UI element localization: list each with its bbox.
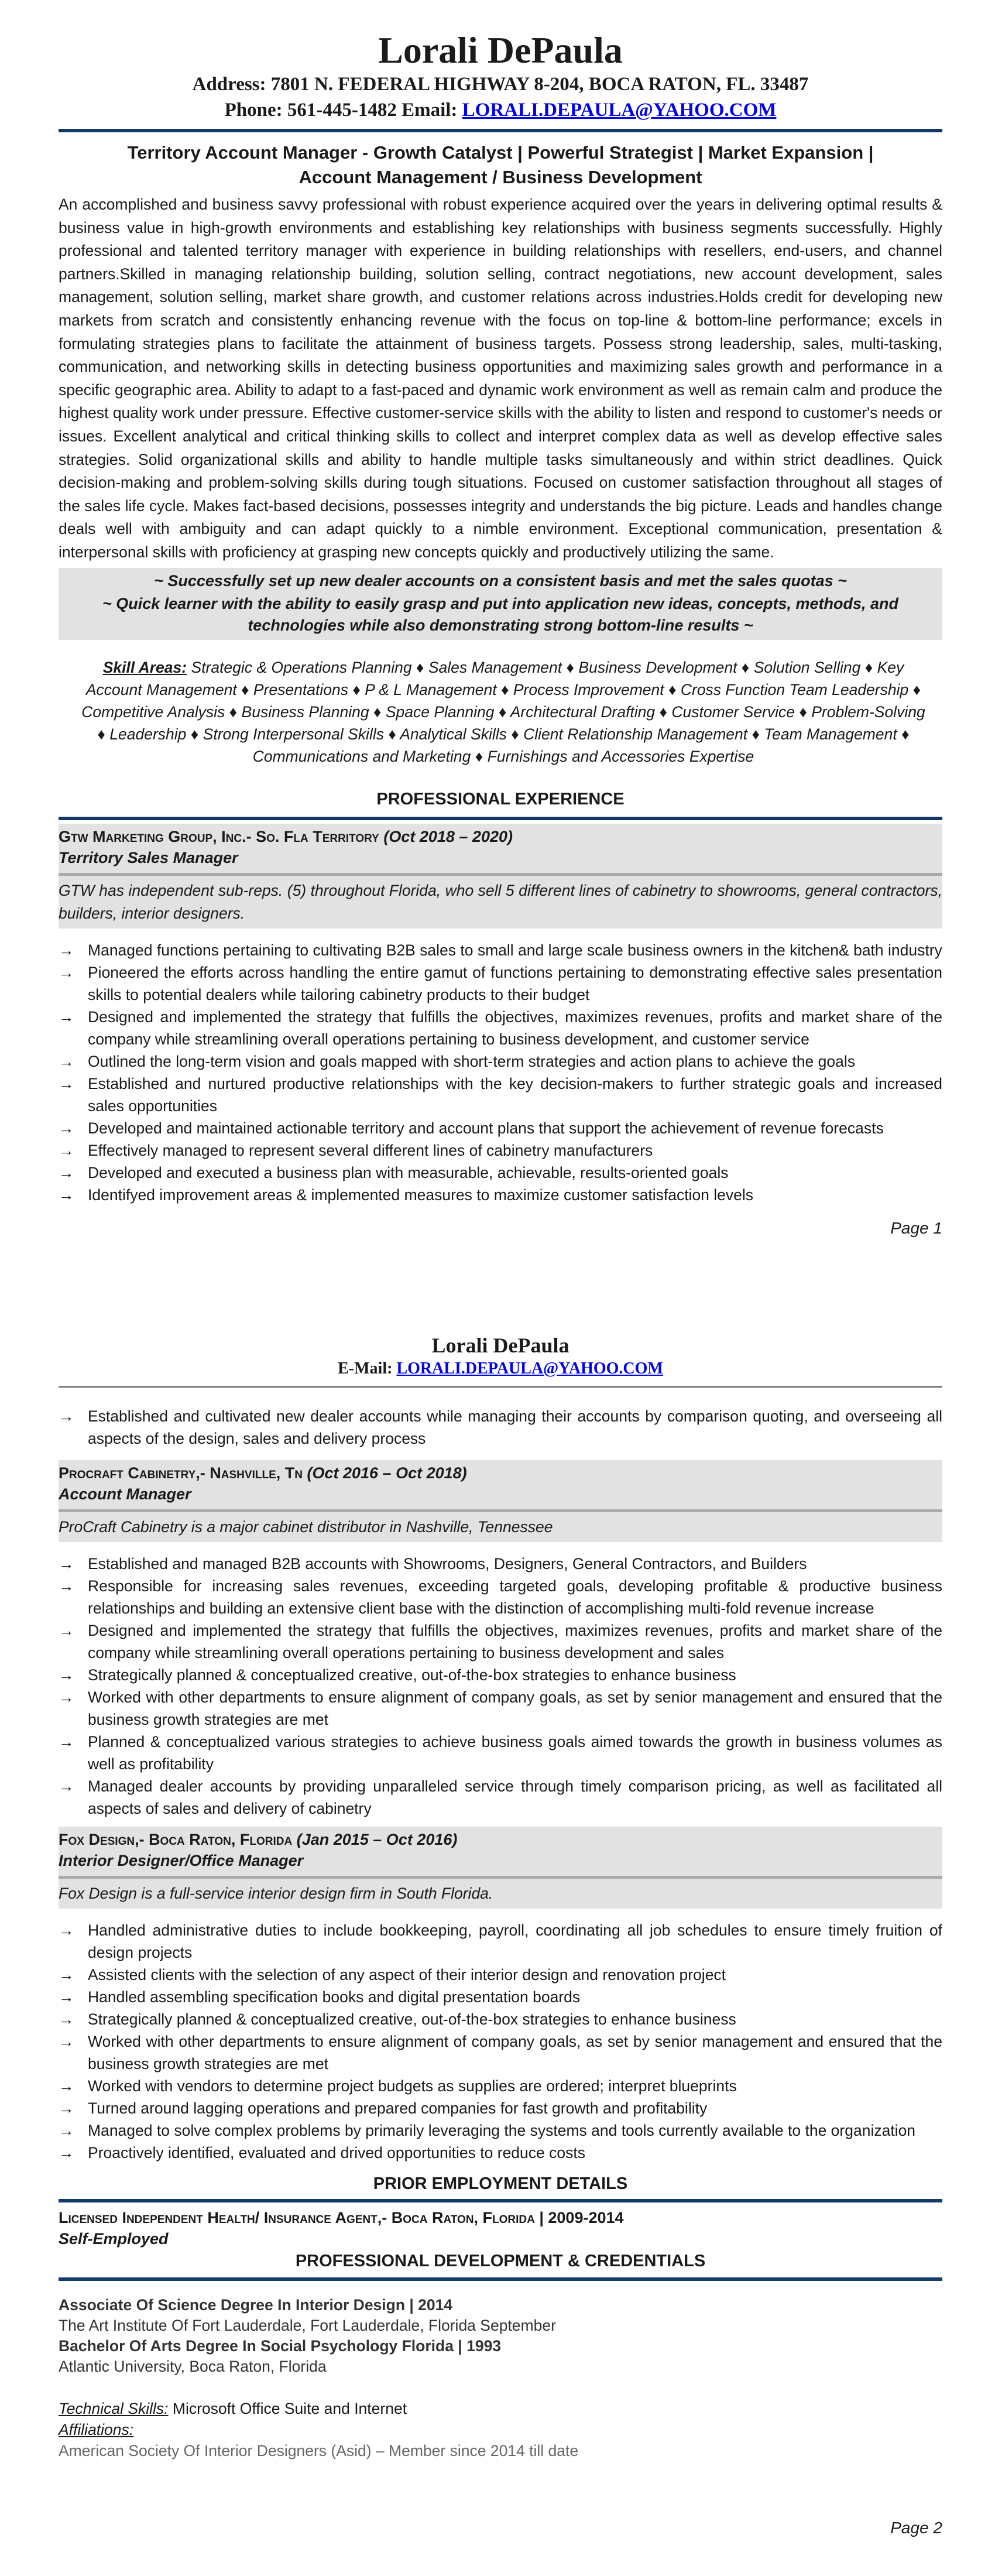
bullet-text: Managed functions pertaining to cultivating B2B sales to small and large scale business owners in the kitchen& bath industry: [88, 941, 942, 959]
skill-item: Communications and Marketing: [252, 747, 471, 765]
bullet-item: [59, 1775, 942, 1820]
bullet-text: Designed and implemented the strategy that fulfills the objectives, maximizes revenues, profits and market share of the company while streamlining overall operations pertaining to business development, and customer service: [88, 1008, 942, 1048]
bullet-text: Established and cultivated new dealer accounts while managing their accounts by comparison quoting, and overseeing all aspects of the design, sales and delivery process: [88, 1407, 942, 1447]
skill-item: Strategic & Operations Planning: [191, 658, 412, 676]
job-bullets: [59, 939, 942, 1206]
section-title-credentials: PROFESSIONAL DEVELOPMENT & CREDENTIALS: [295, 2252, 706, 2270]
bullet-text: Managed to solve complex problems by primarily leveraging the systems and tools currently available to the organization: [88, 2122, 916, 2139]
email-link[interactable]: LORALI.DEPAULA@YAHOO.COM: [462, 100, 777, 121]
bullet-text: Worked with other departments to ensure alignment of company goals, as set by senior management and ensured that the business growth strategies are met: [88, 1688, 942, 1728]
company-description: GTW has independent sub-reps. (5) throughout Florida, who sell 5 different lines of cabinetry to showrooms, general contractors, builders, interior designers.: [59, 881, 942, 922]
section-divider: [59, 2199, 942, 2202]
arrow-right-icon: →: [59, 1052, 74, 1070]
bullet-item: [59, 1575, 942, 1619]
skill-item: Analytical Skills: [400, 725, 507, 743]
arrow-right-icon: →: [59, 1074, 74, 1092]
bullet-item: [59, 2119, 942, 2142]
technical-skills: [59, 2398, 942, 2461]
job-header-gtw: [59, 824, 942, 929]
bullet-item: [59, 1006, 942, 1050]
headline-line-2: Account Management / Business Development: [298, 167, 702, 187]
candidate-name: Lorali DePaula: [431, 1334, 569, 1357]
bullet-item: [59, 1553, 942, 1575]
diamond-icon: ♦: [897, 725, 910, 743]
job-header-procraft: [59, 1460, 942, 1542]
company-name: Procraft Cabinetry,- Nashville, Tn: [59, 1464, 303, 1482]
page-number: Page 1: [890, 1219, 942, 1237]
arrow-right-icon: →: [59, 2010, 74, 2028]
bullet-text: Managed dealer accounts by providing unparalleled service through timely comparison pricing, as well as facilitated all aspects of sales and delivery of cabinetry: [88, 1777, 942, 1817]
bullet-item: [59, 2008, 942, 2030]
affiliation: American Society Of Interior Designers (Asid) – Member since 2014 till date: [59, 2442, 579, 2459]
bullet-text: Assisted clients with the selection of any aspect of their interior design and renovation project: [88, 1966, 726, 1984]
skill-item: Solution Selling: [753, 658, 861, 676]
bullet-text: Established and nurtured productive relationships with the key decision-makers to further strategic goals and increased sales opportunities: [88, 1074, 942, 1115]
section-title-prior: PRIOR EMPLOYMENT DETAILS: [373, 2174, 628, 2193]
bullet-text: Pioneered the efforts across handling the entire gamut of functions pertaining to demonstrating effective sales presentation skills to potential dealers while tailoring cabinetry products to their budget: [88, 963, 942, 1003]
skill-item: Client Relationship Management: [523, 725, 748, 743]
arrow-right-icon: →: [59, 1921, 74, 1939]
skill-item: Business Development: [578, 658, 737, 676]
job-role: Interior Designer/Office Manager: [59, 1852, 304, 1869]
job-bullets: [59, 1553, 942, 1820]
skill-areas-label: Skill Areas:: [102, 658, 187, 676]
diamond-icon: ♦: [908, 680, 921, 698]
skill-item: Sales Management: [428, 658, 562, 676]
skill-item: Key Account Management: [85, 658, 904, 698]
skill-item: Strong Interpersonal Skills: [203, 725, 384, 743]
affiliations-label: Affiliations:: [59, 2421, 134, 2438]
bullet-item: [59, 1731, 942, 1775]
arrow-right-icon: →: [59, 1622, 74, 1639]
bullet-item: [59, 1664, 942, 1686]
arrow-right-icon: →: [59, 1141, 74, 1159]
prior-employment: [59, 2207, 942, 2249]
diamond-icon: ♦: [664, 680, 681, 698]
bullet-text: Strategically planned & conceptualized creative, out-of-the-box strategies to enhance business: [88, 2010, 736, 2028]
bullet-text: Developed and executed a business plan with measurable, achievable, results-oriented goals: [88, 1163, 729, 1181]
arrow-right-icon: →: [59, 1966, 74, 1984]
job-role: Territory Sales Manager: [59, 848, 238, 866]
arrow-right-icon: →: [59, 1008, 74, 1026]
arrow-right-icon: →: [59, 2077, 74, 2095]
diamond-icon: ♦: [471, 747, 488, 765]
degree: Associate Of Science Degree In Interior Design | 2014: [59, 2296, 453, 2314]
technical-skills-label: Technical Skills:: [59, 2400, 169, 2417]
diamond-icon: ♦: [411, 658, 428, 676]
school: Atlantic University, Boca Raton, Florida: [59, 2358, 327, 2375]
job-header-fox: [59, 1827, 942, 1909]
bullet-text: Handled administrative duties to include bookkeeping, payroll, coordinating all job schedules to ensure timely fruition of design projects: [88, 1921, 942, 1961]
headline: [59, 141, 942, 190]
skill-item: Team Management: [764, 725, 897, 743]
divider: [59, 1509, 942, 1512]
job-bullets: [59, 1405, 942, 1450]
arrow-right-icon: →: [59, 1666, 74, 1684]
bullet-item: [59, 2075, 942, 2097]
arrow-right-icon: →: [59, 1688, 74, 1706]
skill-item: Furnishings and Accessories Expertise: [487, 747, 754, 765]
phone: Phone: 561-445-1482 Email:: [224, 100, 462, 121]
arrow-right-icon: →: [59, 1407, 74, 1425]
job-dates: (Jan 2015 – Oct 2016): [296, 1831, 458, 1848]
bullet-item: [59, 1986, 942, 2008]
section-title-experience: PROFESSIONAL EXPERIENCE: [376, 789, 625, 809]
bullet-text: Planned & conceptualized various strategies to achieve business goals aimed towards the growth in business volumes as well as profitability: [88, 1733, 942, 1773]
bullet-text: Strategically planned & conceptualized creative, out-of-the-box strategies to enhance business: [88, 1666, 736, 1684]
skill-areas: [76, 656, 931, 768]
diamond-icon: ♦: [97, 725, 110, 743]
email-link[interactable]: LORALI.DEPAULA@YAHOO.COM: [396, 1359, 663, 1378]
bullet-text: Developed and maintained actionable territory and account plans that support the achievement of revenue forecasts: [88, 1119, 884, 1137]
diamond-icon: ♦: [562, 658, 579, 676]
bullet-item: [59, 1050, 942, 1073]
bullet-item: [59, 1919, 942, 1964]
diamond-icon: ♦: [496, 680, 513, 698]
degree: Bachelor Of Arts Degree In Social Psychology Florida | 1993: [59, 2337, 502, 2355]
bullet-item: [59, 939, 942, 961]
prior-company: Licensed Independent Health/ Insurance Agent,- Boca Raton, Florida | 2009-2014: [59, 2209, 624, 2226]
company: [59, 1829, 942, 1850]
diamond-icon: ♦: [860, 658, 877, 676]
page-number: Page 2: [890, 2519, 942, 2537]
diamond-icon: ♦: [494, 703, 510, 721]
diamond-icon: ♦: [225, 703, 242, 721]
diamond-icon: ♦: [369, 703, 386, 721]
summary-paragraph: An accomplished and business savvy professional with robust experience acquired over the years in delivering optimal results & business value in high-growth environments and establishing key relationships with business segments successfully. Highly professional and talented territory manager with experience in building relationships with resellers, end-users, and channel partners.Skilled in managing relationship building, solution selling, contract negotiations, new account development, sales management, solution selling, market share growth, and customer relations across industries.Holds credit for developing new markets from scratch and consistently enhancing revenue with the focus on top-line & bottom-line performance; excels in formulating strategies plans to facilitate the attainment of business targets. Possess strong leadership, sales, multi-tasking, communication, and networking skills in detecting business opportunities and maximizing sales growth and performance in a specific geographic area. Ability to adapt to a fast-paced and dynamic work environment as well as remain calm and produce the highest quality work under pressure. Effective customer-service skills with the ability to listen and respond to customer's needs or issues. Excellent analytical and critical thinking skills to collect and interpret complex data as well as develop effective sales strategies. Solid organizational skills and ability to handle multiple tasks simultaneously and within strict deadlines. Quick decision-making and problem-solving skills during tough situations. Focused on customer satisfaction throughout all stages of the sales life cycle. Makes fact-based decisions, possesses integrity and understands the big picture. Leads and handles change deals well with ambiguity and can adapt quickly to a nimble environment. Exceptional communication, presentation & interpersonal skills with proficiency at grasping new concepts quickly and productively utilizing the same.: [59, 196, 942, 561]
bullet-text: Handled assembling specification books and digital presentation boards: [88, 1988, 581, 2006]
resume-page-2: [0, 1311, 995, 2576]
education: [59, 2295, 942, 2377]
bullet-item: [59, 1184, 942, 1206]
arrow-right-icon: →: [59, 1186, 74, 1204]
arrow-right-icon: →: [59, 2122, 74, 2139]
diamond-icon: ♦: [383, 725, 400, 743]
section-divider: [59, 817, 942, 820]
divider: [59, 1876, 942, 1879]
bullet-text: Identifyed improvement areas & implemented measures to maximize customer satisfaction levels: [88, 1186, 754, 1204]
company-description: Fox Design is a full-service interior design firm in South Florida.: [59, 1885, 493, 1902]
arrow-right-icon: →: [59, 2144, 74, 2161]
skill-item: Space Planning: [385, 703, 495, 721]
bullet-text: Worked with other departments to ensure alignment of company goals, as set by senior management and ensured that the business growth strategies are met: [88, 2033, 942, 2073]
bullet-item: [59, 1964, 942, 1986]
arrow-right-icon: →: [59, 1988, 74, 2006]
skill-item: Presentations: [253, 680, 348, 698]
arrow-right-icon: →: [59, 963, 74, 981]
arrow-right-icon: →: [59, 1163, 74, 1181]
candidate-name: Lorali DePaula: [378, 29, 623, 71]
bullet-item: [59, 1619, 942, 1664]
contact-line: [59, 97, 942, 123]
bullet-item: [59, 1405, 942, 1450]
arrow-right-icon: →: [59, 1555, 74, 1573]
bullet-item: [59, 2142, 942, 2164]
arrow-right-icon: →: [59, 1733, 74, 1751]
diamond-icon: ♦: [348, 680, 365, 698]
bullet-item: [59, 961, 942, 1006]
skill-item: Customer Service: [671, 703, 795, 721]
skill-item: Business Planning: [241, 703, 369, 721]
headline-line-1: Territory Account Manager - Growth Catalyst | Powerful Strategist | Market Expansion |: [127, 142, 874, 163]
skill-item: P & L Management: [365, 680, 497, 698]
diamond-icon: ♦: [236, 680, 253, 698]
diamond-icon: ♦: [506, 725, 524, 743]
company: [59, 826, 942, 847]
bullet-text: Turned around lagging operations and prepared companies for fast growth and profitability: [88, 2099, 708, 2117]
prior-role: Self-Employed: [59, 2230, 169, 2248]
arrow-right-icon: →: [59, 2033, 74, 2050]
bullet-text: Responsible for increasing sales revenues, exceeding targeted goals, developing profitable & productive business relationships and building an extensive client base with the distinction of accomplishing multi-fold revenue increase: [88, 1577, 942, 1617]
bullet-text: Outlined the long-term vision and goals mapped with short-term strategies and action plans to achieve the goals: [88, 1052, 856, 1070]
divider: [59, 873, 942, 876]
bullet-item: [59, 2097, 942, 2119]
skill-item: Leadership: [109, 725, 187, 743]
company-description: ProCraft Cabinetry is a major cabinet distributor in Nashville, Tennessee: [59, 1518, 553, 1536]
skill-item: Process Improvement: [513, 680, 664, 698]
bullet-text: Established and managed B2B accounts with Showrooms, Designers, General Contractors, and Builders: [88, 1555, 807, 1573]
email-label: E-Mail:: [338, 1359, 397, 1378]
bullet-item: [59, 1162, 942, 1184]
bullet-item: [59, 1139, 942, 1162]
bullet-text: Effectively managed to represent several different lines of cabinetry manufacturers: [88, 1141, 653, 1159]
company: [59, 1462, 942, 1484]
arrow-right-icon: →: [59, 1777, 74, 1795]
diamond-icon: ♦: [795, 703, 812, 721]
skill-item: Competitive Analysis: [81, 703, 225, 721]
contact-line: [59, 1358, 942, 1379]
arrow-right-icon: →: [59, 1577, 74, 1595]
company-name: Fox Design,- Boca Raton, Florida: [59, 1831, 293, 1848]
bullet-item: [59, 2030, 942, 2075]
school: The Art Institute Of Fort Lauderdale, Fort Lauderdale, Florida September: [59, 2317, 556, 2334]
section-divider: [59, 2277, 942, 2281]
highlight-box: [59, 568, 942, 640]
arrow-right-icon: →: [59, 1119, 74, 1137]
job-bullets: [59, 1919, 942, 2164]
skill-item: Problem-Solving: [811, 703, 925, 721]
job-dates: (Oct 2016 – Oct 2018): [307, 1464, 467, 1482]
arrow-right-icon: →: [59, 941, 74, 959]
bullet-text: Worked with vendors to determine project budgets as supplies are ordered; interpret blueprints: [88, 2077, 737, 2095]
highlight-2: ~ Quick learner with the ability to easily grasp and put into application new ideas, concepts, methods, and technologies while also demonstrating strong bottom-line results ~: [102, 594, 899, 634]
arrow-right-icon: →: [59, 2099, 74, 2117]
bullet-text: Designed and implemented the strategy that fulfills the objectives, maximizes revenues, profits and market share of the company while streamlining overall operations pertaining to business development and sales: [88, 1622, 942, 1662]
technical-skills-value: Microsoft Office Suite and Internet: [168, 2400, 407, 2417]
skill-item: Cross Function Team Leadership: [680, 680, 909, 698]
diamond-icon: ♦: [655, 703, 672, 721]
header-divider: [59, 129, 942, 132]
highlight-1: ~ Successfully set up new dealer accounts on a consistent basis and met the sales quotas ~: [154, 571, 847, 590]
header-divider: [59, 1386, 942, 1388]
diamond-icon: ♦: [747, 725, 764, 743]
bullet-item: [59, 1686, 942, 1731]
job-dates: (Oct 2018 – 2020): [383, 827, 513, 845]
bullet-item: [59, 1073, 942, 1117]
skill-item: Architectural Drafting: [510, 703, 656, 721]
diamond-icon: ♦: [737, 658, 754, 676]
address: Address: 7801 N. FEDERAL HIGHWAY 8-204, BOCA RATON, FL. 33487: [192, 74, 809, 95]
bullet-text: Proactively identified, evaluated and drived opportunities to reduce costs: [88, 2144, 585, 2161]
company-name: Gtw Marketing Group, Inc.- So. Fla Territory: [59, 827, 379, 845]
diamond-icon: ♦: [186, 725, 203, 743]
bullet-item: [59, 1117, 942, 1139]
job-role: Account Manager: [59, 1485, 191, 1503]
